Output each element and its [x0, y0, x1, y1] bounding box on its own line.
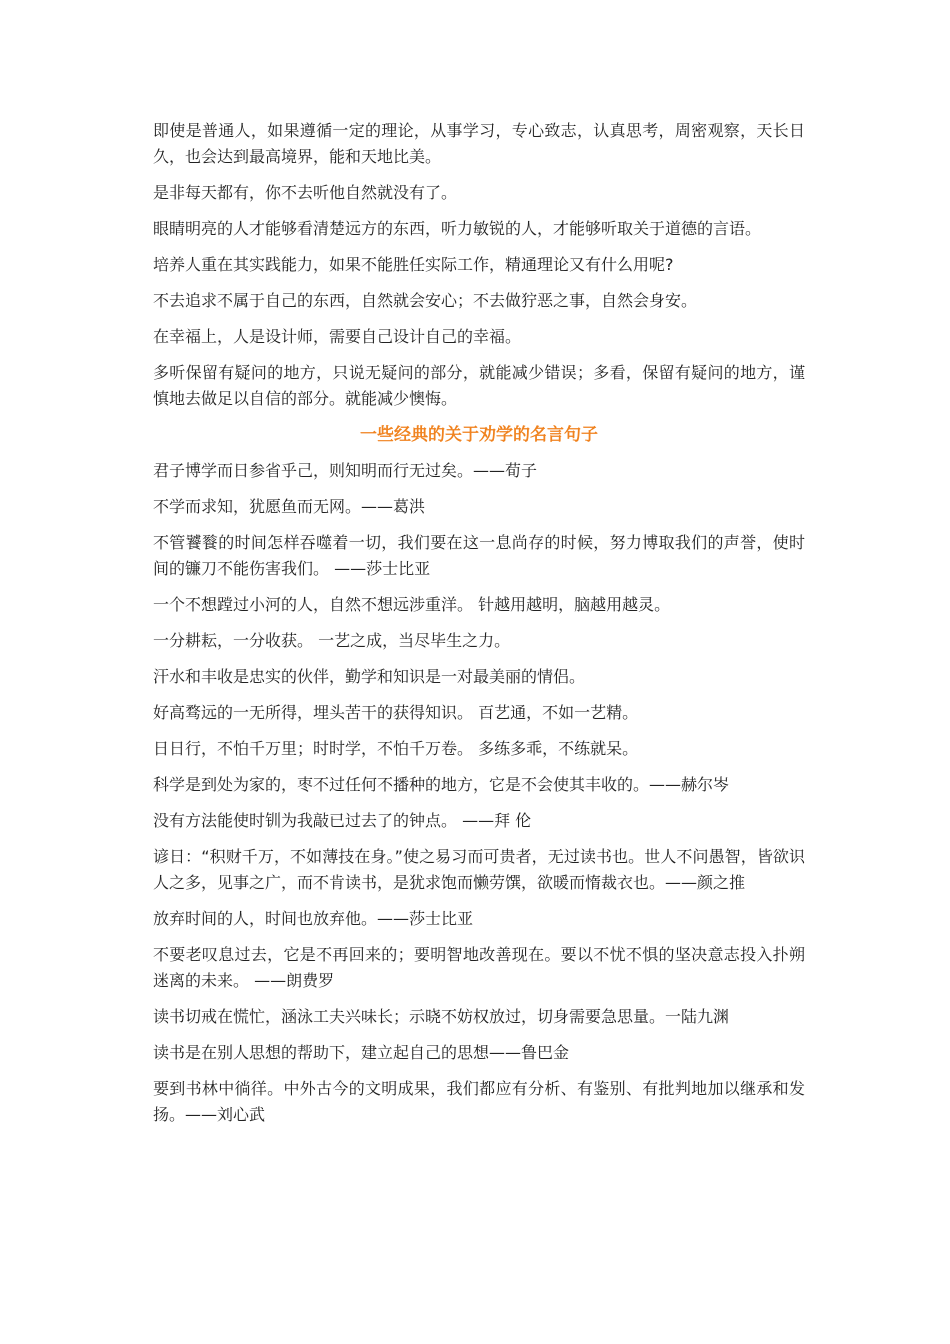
quote-paragraph: 没有方法能使时钏为我敲已过去了的钟点。 ——拜 伦 [153, 811, 532, 830]
quote-paragraph: 日日行，不怕千万里；时时学，不怕千万卷。 多练多乖，不练就呆。 [153, 739, 639, 758]
paragraph: 是非每天都有，你不去听他自然就没有了。 [153, 183, 458, 202]
quote-paragraph: 读书是在别人思想的帮助下，建立起自己的思想——鲁巴金 [153, 1043, 570, 1062]
paragraph: 在幸福上，人是设计师，需要自己设计自己的幸福。 [153, 327, 522, 346]
quote-paragraph: 不要老叹息过去，它是不再回来的；要明智地改善现在。要以不忧不惧的坚决意志投入扑朔迷离的未来。 ——朗费罗 [153, 945, 805, 990]
quote-paragraph: 一个不想蹚过小河的人，自然不想远涉重洋。 针越用越明，脑越用越灵。 [153, 595, 671, 614]
quote-paragraph: 君子博学而日参省乎己，则知明而行无过矣。——荀子 [153, 461, 538, 480]
quote-paragraph: 要到书林中徜徉。中外古今的文明成果，我们都应有分析、有鉴别、有批判地加以继承和发扬。——刘心武 [153, 1079, 805, 1124]
intro-block [153, 118, 805, 412]
paragraph: 眼睛明亮的人才能够看清楚远方的东西，听力敏锐的人，才能够听取关于道德的言语。 [153, 219, 762, 238]
quote-paragraph: 谚日：“积财千万，不如薄技在身。”使之易习而可贵者，无过读书也。世人不问愚智，皆欲识人之多，见事之广，而不肯读书，是犹求饱而懒劳馔，欲暖而惰裁衣也。——颜之推 [153, 847, 805, 892]
quote-paragraph: 不管饕餮的时间怎样吞噬着一切，我们要在这一息尚存的时候，努力博取我们的声誉，使时间的镰刀不能伤害我们。 ——莎士比亚 [153, 533, 805, 578]
paragraph: 多听保留有疑问的地方，只说无疑问的部分，就能减少错误；多看，保留有疑问的地方，谨慎地去做足以自信的部分。就能减少懊悔。 [153, 363, 805, 408]
paragraph: 培养人重在其实践能力，如果不能胜任实际工作，精通理论又有什么用呢? [153, 255, 674, 274]
document-page [153, 118, 805, 1138]
quote-paragraph: 科学是到处为家的，枣不过任何不播种的地方，它是不会使其丰收的。——赫尔岑 [153, 775, 730, 794]
paragraph: 不去追求不属于自己的东西，自然就会安心；不去做狞恶之事，自然会身安。 [153, 291, 698, 310]
quote-paragraph: 汗水和丰收是忠实的伙伴，勤学和知识是一对最美丽的情侣。 [153, 667, 586, 686]
quote-paragraph: 好高骛远的一无所得，埋头苦干的获得知识。 百艺通，不如一艺精。 [153, 703, 639, 722]
quote-paragraph: 一分耕耘，一分收获。 一艺之成，当尽毕生之力。 [153, 631, 511, 650]
quotes-block [153, 458, 805, 1128]
quote-paragraph: 放弃时间的人，时间也放弃他。——莎士比亚 [153, 909, 474, 928]
quote-paragraph: 读书切戒在慌忙，涵泳工夫兴味长；示晓不妨权放过，切身需要急思量。一陆九渊 [153, 1007, 730, 1026]
section-heading: 一些经典的关于劝学的名言句子 [360, 425, 598, 445]
paragraph: 即使是普通人，如果遵循一定的理论，从事学习，专心致志，认真思考，周密观察，天长日久，也会达到最高境界，能和天地比美。 [153, 121, 805, 166]
quote-paragraph: 不学而求知，犹愿鱼而无网。——葛洪 [153, 497, 426, 516]
